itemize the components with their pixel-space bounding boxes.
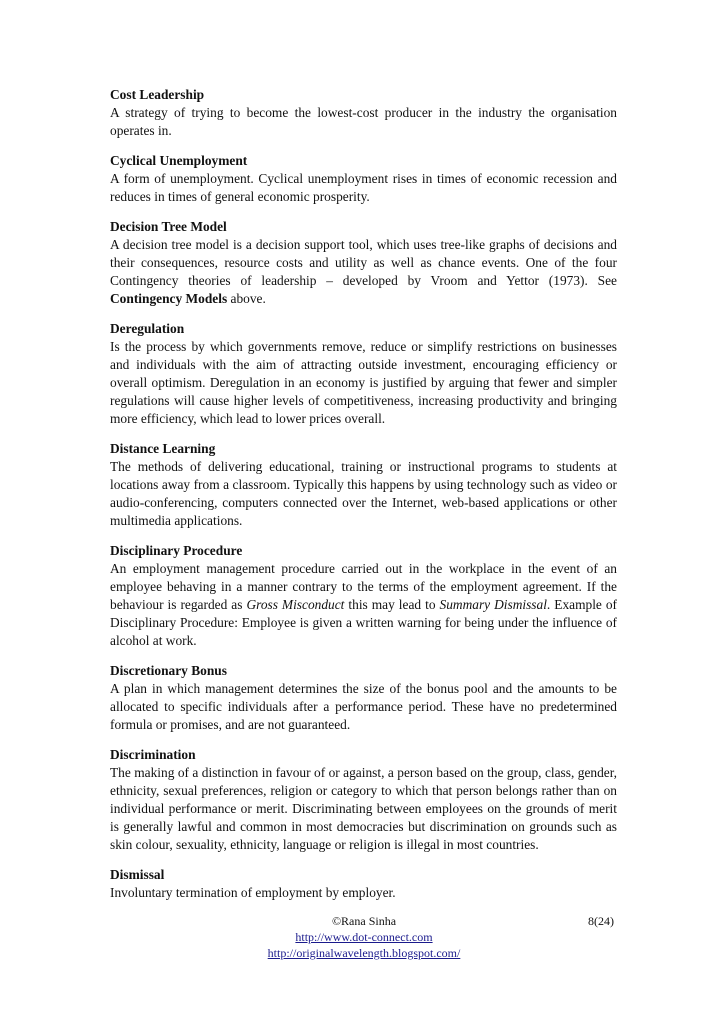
footer-link-row [0,929,728,946]
entry-definition [110,560,617,650]
entry-definition: A form of unemployment. Cyclical unemployment rises in times of economic recession and reduces in times of general economic prosperity. [110,171,617,204]
entry-definition: Involuntary termination of employment by employer. [110,885,396,900]
page-number: 8(24) [588,914,614,928]
glossary-entry [110,662,617,734]
glossary-entry [110,152,617,206]
definition-text: . Example of Disciplinary Procedure: Employee is given a written warning for being under the influence of alcohol at work. [110,597,618,648]
definition-text: An employment management procedure carried out in the workplace in the event of an employee behaving in a manner contrary to the terms of the employment agreement. If the behaviour is regarded as [110,561,617,612]
definition-text: above. [227,291,266,306]
entry-definition: A plan in which management determines the size of the bonus pool and the amounts to be allocated to specific individuals after a performance period. These have no predetermined formula or promises, and are not guaranteed. [110,681,617,732]
italic-term: Summary Dismissal [439,597,547,612]
blog-link[interactable]: http://originalwavelength.blogspot.com/ [267,946,461,960]
entry-term: Discretionary Bonus [110,663,227,678]
entry-term: Decision Tree Model [110,219,227,234]
entry-term: Dismissal [110,867,165,882]
glossary-entry [110,86,617,140]
entry-term: Cost Leadership [110,87,205,102]
glossary-entry [110,542,617,650]
glossary-entry [110,440,617,530]
entry-definition: Is the process by which governments remove, reduce or simplify restrictions on businesses and individuals with the aim of attracting outside investment, encouraging efficiency or overall optimism. Deregulation in an economy is justified by arguing that fewer and simpler regulations will cause higher levels of competitiveness, increasing productivity and bringing more efficiency, which lead to lower prices overall. [110,339,617,426]
document-body [110,86,617,914]
entry-term: Cyclical Unemployment [110,153,248,168]
glossary-entry [110,866,617,902]
entry-term: Deregulation [110,321,185,336]
entry-definition [110,236,617,308]
entry-term: Disciplinary Procedure [110,543,243,558]
website-link[interactable]: http://www.dot-connect.com [295,930,433,944]
glossary-entry [110,746,617,854]
definition-text: A decision tree model is a decision support tool, which uses tree-like graphs of decisions and their consequences, resource costs and utility as well as chance events. One of the four Contingency theories of leadership – developed by Vroom and Yettor (1973). See [110,237,617,288]
entry-definition: The making of a distinction in favour of or against, a person based on the group, class, gender, ethnicity, sexual preferences, religion or category to which that person belongs rather than on individual performance or merit. Discriminating between employees on the grounds of merit is generally lawful and common in most democracies but discrimination on grounds such as skin colour, sexuality, ethnicity, language or religion is illegal in most countries. [110,765,617,852]
glossary-entry [110,218,617,308]
entry-definition: The methods of delivering educational, training or instructional programs to students at locations away from a classroom. Typically this happens by using technology such as video or audio-conferencing, computers connected over the Internet, web-based applications or other multimedia applications. [110,459,617,528]
entry-term: Discrimination [110,747,196,762]
cross-reference: Contingency Models [110,291,228,306]
italic-term: Gross Misconduct [246,597,345,612]
glossary-entry [110,320,617,428]
entry-definition: A strategy of trying to become the lowest-cost producer in the industry the organisation operates in. [110,105,617,138]
entry-term: Distance Learning [110,441,216,456]
footer-link-row [0,945,728,962]
copyright-notice: ©Rana Sinha [331,914,397,928]
definition-text: this may lead to [344,597,440,612]
